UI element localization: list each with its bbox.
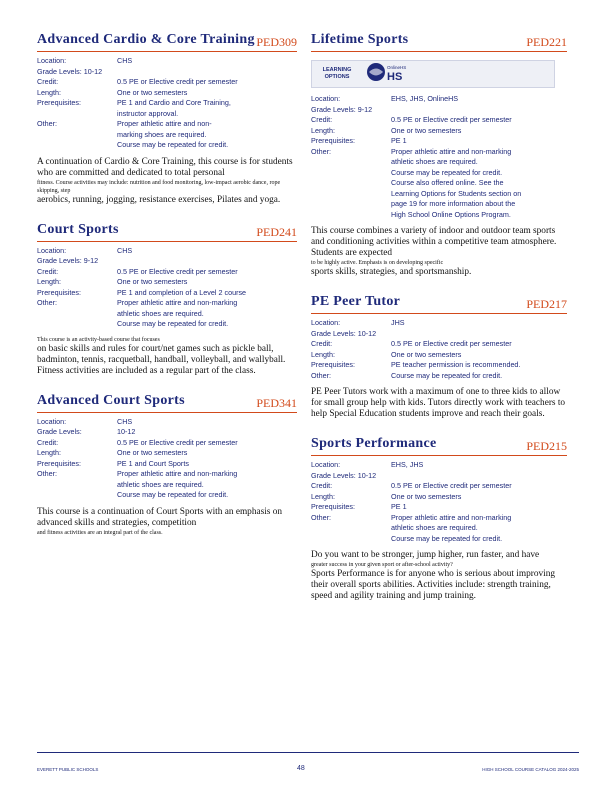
info-value-line: Proper athletic attire and non-marking bbox=[391, 512, 512, 522]
info-row bbox=[37, 119, 297, 151]
info-label: Prerequisites: bbox=[311, 502, 355, 511]
info-value-line: One or two semesters bbox=[117, 277, 188, 286]
footer-catalog: HIGH SCHOOL COURSE CATALOG 2024-2025 bbox=[482, 767, 579, 772]
info-value bbox=[391, 481, 567, 492]
info-value bbox=[117, 438, 297, 449]
course-description bbox=[311, 550, 567, 602]
course-description bbox=[37, 507, 297, 537]
course-section bbox=[311, 434, 567, 602]
info-value-line: athletic shoes are required. bbox=[391, 157, 478, 166]
page-footer bbox=[37, 752, 579, 772]
info-row bbox=[37, 417, 297, 428]
course-info bbox=[311, 460, 567, 544]
info-label: Grade Levels: 9-12 bbox=[311, 104, 373, 114]
course-info bbox=[311, 94, 567, 220]
info-label: Location: bbox=[37, 416, 67, 426]
course-title: Lifetime Sports bbox=[311, 32, 409, 47]
info-value bbox=[117, 298, 297, 330]
description-text: to be highly active. Emphasis is on developing specific bbox=[311, 260, 444, 266]
info-row bbox=[37, 67, 297, 78]
course-description bbox=[37, 157, 297, 206]
info-label: Location: bbox=[37, 245, 67, 255]
footer-district: EVERETT PUBLIC SCHOOLS bbox=[37, 767, 99, 772]
course-info bbox=[37, 417, 297, 501]
left-column bbox=[37, 30, 297, 551]
info-label: Location: bbox=[311, 94, 341, 103]
info-label: Length: bbox=[311, 349, 335, 359]
info-value-line: 10-12 bbox=[117, 427, 136, 436]
info-value bbox=[117, 277, 297, 288]
info-value bbox=[391, 115, 567, 126]
course-info bbox=[37, 56, 297, 151]
course-description bbox=[37, 336, 297, 377]
info-row bbox=[311, 126, 567, 137]
course-title: Court Sports bbox=[37, 221, 119, 237]
info-value bbox=[117, 56, 297, 67]
info-row bbox=[37, 298, 297, 330]
info-label: Location: bbox=[311, 318, 341, 327]
info-value bbox=[117, 469, 297, 501]
info-value-line: Proper athletic attire and non-marking bbox=[117, 298, 238, 307]
course-info bbox=[311, 318, 567, 381]
course-code: PED217 bbox=[526, 297, 567, 311]
course-description bbox=[311, 226, 567, 278]
info-row bbox=[311, 318, 567, 329]
info-value bbox=[391, 492, 567, 503]
info-value bbox=[391, 105, 567, 116]
info-value bbox=[117, 77, 297, 88]
info-value bbox=[391, 502, 567, 513]
description-text: sports skills, strategies, and sportsmanship. bbox=[311, 267, 472, 277]
course-title: Advanced Court Sports bbox=[37, 392, 185, 408]
info-label: Grade Levels: 10-12 bbox=[311, 328, 377, 338]
info-label: Other: bbox=[311, 512, 331, 522]
info-value bbox=[391, 329, 567, 340]
info-value-line: athletic shoes are required. bbox=[117, 308, 204, 318]
info-label: Credit: bbox=[37, 266, 59, 276]
info-value-line: 0.5 PE or Elective credit per semester bbox=[117, 77, 238, 86]
info-value-line: Course may be repeated for credit. bbox=[391, 370, 503, 380]
info-value bbox=[117, 67, 297, 78]
description-text: This course is a continuation of Court Sports with an emphasis on advanced skills and strategies, competition bbox=[37, 506, 283, 528]
info-value-line: 0.5 PE or Elective credit per semester bbox=[391, 115, 512, 124]
info-value-line: PE 1 and Court Sports bbox=[117, 458, 189, 468]
info-label: Length: bbox=[311, 491, 335, 501]
info-value-line: EHS, JHS, OnlineHS bbox=[391, 94, 459, 103]
info-value-line: PE 1 and completion of a Level 2 course bbox=[117, 287, 247, 297]
info-value-line: CHS bbox=[117, 56, 133, 65]
description-text: This course combines a variety of indoor and outdoor team sports and conditioning activities within a competitive team atmosphere. Students are expected bbox=[311, 226, 557, 258]
description-text: and fitness activities are an integral part of the class. bbox=[37, 529, 163, 536]
info-value-line: Course may be repeated for credit. bbox=[391, 533, 503, 543]
info-value bbox=[391, 460, 567, 471]
course-header bbox=[311, 30, 567, 52]
page-number: 48 bbox=[297, 765, 305, 772]
info-value-line: EHS, JHS bbox=[391, 460, 424, 469]
info-value bbox=[391, 147, 567, 221]
info-label: Grade Levels: 10-12 bbox=[311, 470, 377, 480]
online-hs-logo bbox=[366, 61, 412, 88]
description-text: This course is an activity-based course that focuses bbox=[37, 336, 160, 343]
info-value-line: PE teacher permission is recommended. bbox=[391, 360, 521, 369]
info-row bbox=[311, 481, 567, 492]
course-title: Sports Performance bbox=[311, 436, 437, 451]
info-label: Credit: bbox=[37, 77, 59, 86]
info-row bbox=[37, 459, 297, 470]
info-value-line: Proper athletic attire and non-marking bbox=[391, 146, 512, 156]
info-row bbox=[37, 448, 297, 459]
info-value-line: CHS bbox=[117, 416, 133, 426]
description-text: Sports Performance is for anyone who is serious about improving their overall sports abilities. Activities include: strength training, speed and agility training and jump training. bbox=[311, 569, 556, 601]
course-code: PED309 bbox=[256, 35, 297, 49]
info-label: Location: bbox=[311, 460, 341, 469]
info-value-line: page 19 for more information about the bbox=[391, 199, 516, 208]
info-value-line: One or two semesters bbox=[391, 491, 462, 501]
info-value-line: Course also offered online. See the bbox=[391, 178, 504, 187]
info-value bbox=[391, 339, 567, 350]
info-label: Length: bbox=[37, 277, 61, 286]
info-value-line: Proper athletic attire and non- bbox=[117, 119, 212, 128]
info-value bbox=[391, 513, 567, 545]
info-row bbox=[311, 502, 567, 513]
info-value-line: Course may be repeated for credit. bbox=[117, 490, 229, 499]
info-value-line: 0.5 PE or Elective credit per semester bbox=[391, 339, 512, 348]
info-label: Prerequisites: bbox=[311, 136, 355, 145]
info-label: Grade Levels: 10-12 bbox=[37, 66, 103, 76]
info-label: Location: bbox=[37, 56, 67, 65]
info-value bbox=[391, 371, 567, 382]
info-label: Grade Levels: 9-12 bbox=[37, 256, 99, 265]
info-value-line: CHS bbox=[117, 245, 133, 255]
info-row bbox=[311, 115, 567, 126]
description-text: fitness. Course activities may include: nutrition and food monitoring, low-impact aerobic dance, rope skipping, step bbox=[37, 179, 281, 194]
course-code: PED215 bbox=[526, 439, 567, 453]
info-row bbox=[311, 360, 567, 371]
info-value bbox=[391, 360, 567, 371]
description-text: PE Peer Tutors work with a maximum of one to three kids to allow for small group help with kids. Tutors directly work with teachers to help Special Education students improve and reach their goals. bbox=[311, 387, 566, 419]
course-header bbox=[37, 391, 297, 413]
course-title: PE Peer Tutor bbox=[311, 294, 401, 309]
info-label: Prerequisites: bbox=[37, 98, 81, 107]
info-label: Prerequisites: bbox=[311, 360, 355, 369]
info-row bbox=[37, 438, 297, 449]
info-row bbox=[311, 492, 567, 503]
info-row bbox=[311, 350, 567, 361]
info-label: Other: bbox=[37, 469, 57, 478]
course-header bbox=[311, 434, 567, 456]
info-label: Grade Levels: bbox=[37, 427, 82, 436]
info-value bbox=[117, 246, 297, 257]
info-row bbox=[37, 77, 297, 88]
info-label: Credit: bbox=[311, 115, 333, 124]
course-code: PED341 bbox=[256, 395, 297, 410]
info-value bbox=[117, 417, 297, 428]
svg-text:OnlineHS: OnlineHS bbox=[387, 64, 407, 70]
course-info bbox=[37, 246, 297, 330]
course-header bbox=[37, 220, 297, 242]
info-row bbox=[37, 56, 297, 67]
info-label: Length: bbox=[311, 125, 335, 135]
info-label: Other: bbox=[311, 146, 331, 156]
description-text: on basic skills and rules for court/net games such as pickle ball, badminton, tennis, racquetball, handball, volleyball, and wallyball. Fitness activities are included as a regular part of the class. bbox=[37, 343, 286, 376]
info-row bbox=[37, 98, 297, 119]
description-text: A continuation of Cardio & Core Training, this course is for students who are committed and dedicated to total personal bbox=[37, 156, 293, 178]
info-value bbox=[117, 448, 297, 459]
info-row bbox=[311, 371, 567, 382]
description-text: Do you want to be stronger, jump higher, run faster, and have bbox=[311, 550, 540, 560]
course-header bbox=[37, 30, 297, 52]
info-value-line: PE 1 bbox=[391, 136, 407, 145]
info-row bbox=[311, 94, 567, 105]
description-text: aerobics, running, jogging, resistance exercises, Pilates and yoga. bbox=[37, 194, 281, 205]
info-row bbox=[311, 339, 567, 350]
info-value-line: instructor approval. bbox=[117, 108, 179, 118]
info-value-line: marking shoes are required. bbox=[117, 129, 207, 139]
info-value-line: 0.5 PE or Elective credit per semester bbox=[117, 266, 238, 276]
info-value bbox=[391, 136, 567, 147]
info-row bbox=[311, 513, 567, 545]
info-value-line: athletic shoes are required. bbox=[117, 479, 204, 489]
info-label: Credit: bbox=[37, 437, 59, 447]
course-section bbox=[37, 220, 297, 377]
info-value-line: Proper athletic attire and non-marking bbox=[117, 469, 238, 478]
info-value-line: 0.5 PE or Elective credit per semester bbox=[117, 437, 238, 447]
learning-options-label: LEARNING OPTIONS bbox=[322, 67, 352, 80]
course-section bbox=[37, 30, 297, 206]
info-row bbox=[37, 427, 297, 438]
info-row bbox=[37, 246, 297, 257]
info-row bbox=[311, 329, 567, 340]
info-label: Credit: bbox=[311, 339, 333, 348]
info-row bbox=[37, 469, 297, 501]
info-value bbox=[117, 459, 297, 470]
info-value bbox=[117, 119, 297, 151]
course-section bbox=[311, 292, 567, 420]
svg-text:HS: HS bbox=[387, 70, 403, 83]
info-label: Length: bbox=[37, 87, 61, 97]
info-value-line: athletic shoes are required. bbox=[391, 523, 478, 532]
info-row bbox=[37, 277, 297, 288]
info-value-line: PE 1 bbox=[391, 502, 407, 511]
info-value bbox=[117, 267, 297, 278]
info-label: Other: bbox=[311, 370, 331, 380]
info-row bbox=[37, 288, 297, 299]
info-label: Length: bbox=[37, 448, 61, 457]
course-code: PED241 bbox=[256, 224, 297, 239]
info-value-line: 0.5 PE or Elective credit per semester bbox=[391, 481, 512, 490]
info-row bbox=[37, 267, 297, 278]
info-value-line: Learning Options for Students section on bbox=[391, 188, 522, 198]
info-value-line: One or two semesters bbox=[117, 87, 188, 97]
info-value-line: Course may be repeated for credit. bbox=[117, 140, 229, 149]
info-value bbox=[117, 288, 297, 299]
info-value bbox=[117, 427, 297, 438]
info-value-line: One or two semesters bbox=[117, 448, 188, 457]
info-value-line: JHS bbox=[391, 318, 405, 327]
info-label: Prerequisites: bbox=[37, 458, 81, 468]
info-label: Other: bbox=[37, 298, 57, 307]
info-value bbox=[117, 256, 297, 267]
info-row bbox=[311, 147, 567, 221]
info-value bbox=[117, 88, 297, 99]
course-code: PED221 bbox=[526, 35, 567, 49]
info-value bbox=[391, 471, 567, 482]
info-value bbox=[391, 126, 567, 137]
info-row bbox=[311, 136, 567, 147]
info-row bbox=[311, 471, 567, 482]
info-value bbox=[391, 94, 567, 105]
course-description bbox=[311, 387, 567, 420]
info-row bbox=[311, 105, 567, 116]
info-value-line: One or two semesters bbox=[391, 349, 462, 359]
info-label: Prerequisites: bbox=[37, 287, 81, 297]
info-value-line: PE 1 and Cardio and Core Training, bbox=[117, 98, 231, 107]
info-value-line: One or two semesters bbox=[391, 125, 462, 135]
info-value bbox=[117, 98, 297, 119]
course-section bbox=[37, 391, 297, 537]
right-column bbox=[311, 30, 567, 616]
info-value bbox=[391, 350, 567, 361]
info-row bbox=[311, 460, 567, 471]
info-label: Other: bbox=[37, 119, 57, 128]
course-section bbox=[311, 30, 567, 278]
info-label: Credit: bbox=[311, 481, 333, 490]
course-title: Advanced Cardio & Core Training bbox=[37, 32, 255, 47]
info-row bbox=[37, 88, 297, 99]
info-value-line: High School Online Options Program. bbox=[391, 209, 511, 219]
info-value-line: Course may be repeated for credit. bbox=[391, 167, 503, 177]
info-value-line: Course may be repeated for credit. bbox=[117, 319, 229, 328]
info-row bbox=[37, 256, 297, 267]
course-header bbox=[311, 292, 567, 314]
learning-options-banner bbox=[311, 60, 555, 88]
description-text: greater success in your given sport or after-school activity? bbox=[311, 562, 453, 568]
info-value bbox=[391, 318, 567, 329]
